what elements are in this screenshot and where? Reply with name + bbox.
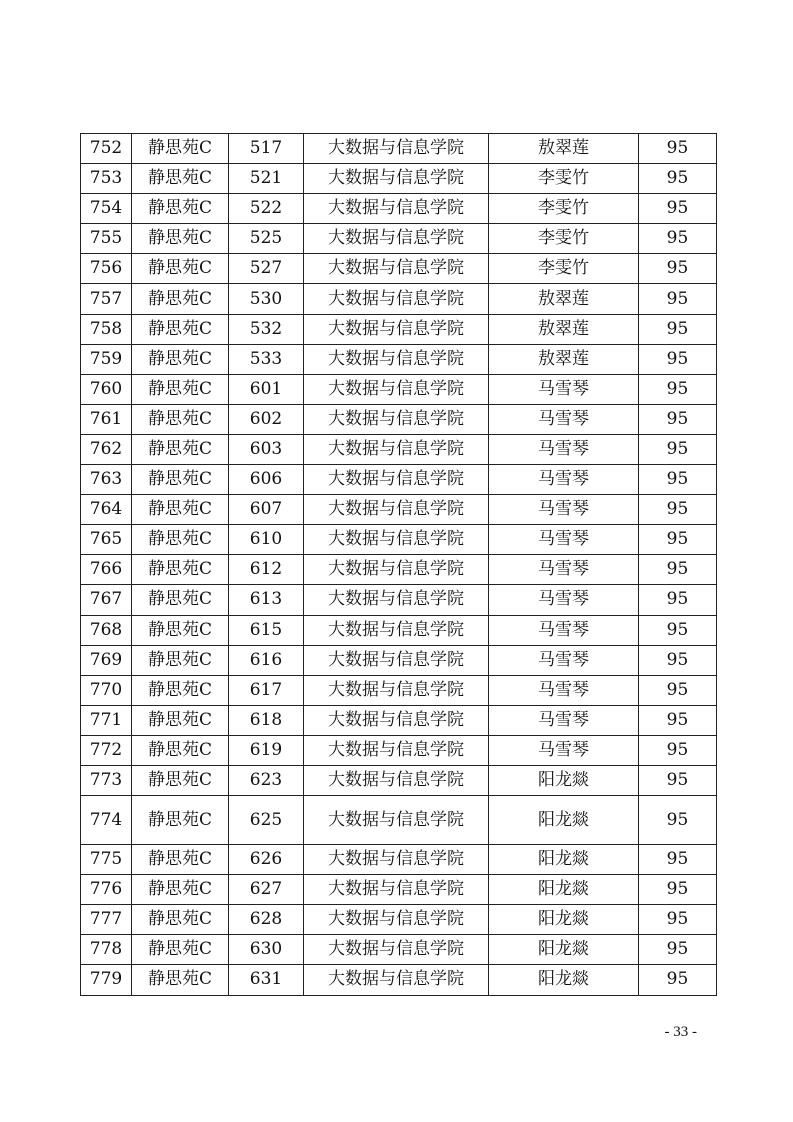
counselor-cell: 马雪琴 [489,404,639,434]
score-cell: 95 [639,404,717,434]
building-cell: 静思苑C [132,705,229,735]
room-cell: 630 [229,935,304,965]
college-cell: 大数据与信息学院 [304,254,489,284]
building-cell: 静思苑C [132,615,229,645]
building-cell: 静思苑C [132,845,229,875]
college-cell: 大数据与信息学院 [304,525,489,555]
row-number-cell: 772 [81,735,132,765]
counselor-cell: 敖翠莲 [489,344,639,374]
college-cell: 大数据与信息学院 [304,134,489,164]
table-row [81,935,717,965]
table-row [81,735,717,765]
table-row [81,845,717,875]
college-cell: 大数据与信息学院 [304,735,489,765]
table-row [81,705,717,735]
room-cell: 517 [229,134,304,164]
table-row [81,314,717,344]
table-row [81,164,717,194]
room-cell: 601 [229,374,304,404]
score-cell: 95 [639,965,717,995]
table-row [81,344,717,374]
room-cell: 606 [229,465,304,495]
room-cell: 602 [229,404,304,434]
building-cell: 静思苑C [132,314,229,344]
counselor-cell: 马雪琴 [489,374,639,404]
score-cell: 95 [639,314,717,344]
college-cell: 大数据与信息学院 [304,875,489,905]
college-cell: 大数据与信息学院 [304,615,489,645]
score-cell: 95 [639,284,717,314]
college-cell: 大数据与信息学院 [304,675,489,705]
row-number-cell: 779 [81,965,132,995]
building-cell: 静思苑C [132,465,229,495]
counselor-cell: 马雪琴 [489,735,639,765]
room-cell: 525 [229,224,304,254]
table-row [81,675,717,705]
table-row [81,645,717,675]
college-cell: 大数据与信息学院 [304,224,489,254]
college-cell: 大数据与信息学院 [304,314,489,344]
counselor-cell: 敖翠莲 [489,134,639,164]
room-cell: 618 [229,705,304,735]
table-row [81,615,717,645]
row-number-cell: 771 [81,705,132,735]
row-number-cell: 752 [81,134,132,164]
score-cell: 95 [639,434,717,464]
table-row [81,585,717,615]
building-cell: 静思苑C [132,645,229,675]
counselor-cell: 阳龙燚 [489,905,639,935]
building-cell: 静思苑C [132,585,229,615]
room-cell: 532 [229,314,304,344]
college-cell: 大数据与信息学院 [304,374,489,404]
row-number-cell: 760 [81,374,132,404]
table-row [81,796,717,845]
dorm-score-table [80,133,717,996]
room-cell: 530 [229,284,304,314]
counselor-cell: 阳龙燚 [489,935,639,965]
building-cell: 静思苑C [132,905,229,935]
college-cell: 大数据与信息学院 [304,555,489,585]
row-number-cell: 762 [81,434,132,464]
score-cell: 95 [639,585,717,615]
room-cell: 625 [229,796,304,845]
score-cell: 95 [639,525,717,555]
score-cell: 95 [639,796,717,845]
counselor-cell: 马雪琴 [489,585,639,615]
college-cell: 大数据与信息学院 [304,194,489,224]
counselor-cell: 马雪琴 [489,495,639,525]
room-cell: 617 [229,675,304,705]
college-cell: 大数据与信息学院 [304,495,489,525]
score-cell: 95 [639,374,717,404]
room-cell: 522 [229,194,304,224]
room-cell: 626 [229,845,304,875]
counselor-cell: 李雯竹 [489,164,639,194]
table-row [81,875,717,905]
building-cell: 静思苑C [132,965,229,995]
table-row [81,765,717,795]
building-cell: 静思苑C [132,284,229,314]
table-row [81,905,717,935]
building-cell: 静思苑C [132,765,229,795]
row-number-cell: 776 [81,875,132,905]
counselor-cell: 阳龙燚 [489,875,639,905]
room-cell: 521 [229,164,304,194]
table-row [81,555,717,585]
room-cell: 533 [229,344,304,374]
building-cell: 静思苑C [132,525,229,555]
building-cell: 静思苑C [132,134,229,164]
table-row [81,465,717,495]
score-cell: 95 [639,194,717,224]
table-row [81,434,717,464]
row-number-cell: 753 [81,164,132,194]
table-row [81,965,717,995]
row-number-cell: 774 [81,796,132,845]
score-cell: 95 [639,555,717,585]
table-row [81,374,717,404]
college-cell: 大数据与信息学院 [304,705,489,735]
row-number-cell: 778 [81,935,132,965]
row-number-cell: 768 [81,615,132,645]
counselor-cell: 阳龙燚 [489,845,639,875]
building-cell: 静思苑C [132,555,229,585]
row-number-cell: 773 [81,765,132,795]
score-cell: 95 [639,705,717,735]
room-cell: 610 [229,525,304,555]
college-cell: 大数据与信息学院 [304,905,489,935]
table-row [81,525,717,555]
college-cell: 大数据与信息学院 [304,585,489,615]
table-row [81,495,717,525]
row-number-cell: 758 [81,314,132,344]
score-cell: 95 [639,465,717,495]
room-cell: 615 [229,615,304,645]
score-cell: 95 [639,845,717,875]
row-number-cell: 759 [81,344,132,374]
score-cell: 95 [639,675,717,705]
room-cell: 527 [229,254,304,284]
room-cell: 631 [229,965,304,995]
room-cell: 612 [229,555,304,585]
counselor-cell: 马雪琴 [489,615,639,645]
score-cell: 95 [639,224,717,254]
college-cell: 大数据与信息学院 [304,344,489,374]
college-cell: 大数据与信息学院 [304,284,489,314]
room-cell: 628 [229,905,304,935]
college-cell: 大数据与信息学院 [304,796,489,845]
counselor-cell: 马雪琴 [489,434,639,464]
table-row [81,284,717,314]
building-cell: 静思苑C [132,735,229,765]
counselor-cell: 敖翠莲 [489,314,639,344]
score-cell: 95 [639,765,717,795]
college-cell: 大数据与信息学院 [304,845,489,875]
row-number-cell: 765 [81,525,132,555]
building-cell: 静思苑C [132,495,229,525]
row-number-cell: 754 [81,194,132,224]
college-cell: 大数据与信息学院 [304,465,489,495]
counselor-cell: 马雪琴 [489,645,639,675]
room-cell: 619 [229,735,304,765]
row-number-cell: 763 [81,465,132,495]
counselor-cell: 李雯竹 [489,254,639,284]
counselor-cell: 马雪琴 [489,555,639,585]
room-cell: 607 [229,495,304,525]
score-cell: 95 [639,134,717,164]
college-cell: 大数据与信息学院 [304,164,489,194]
building-cell: 静思苑C [132,224,229,254]
score-cell: 95 [639,905,717,935]
counselor-cell: 阳龙燚 [489,796,639,845]
building-cell: 静思苑C [132,875,229,905]
college-cell: 大数据与信息学院 [304,645,489,675]
score-cell: 95 [639,645,717,675]
score-cell: 95 [639,495,717,525]
row-number-cell: 769 [81,645,132,675]
score-cell: 95 [639,344,717,374]
building-cell: 静思苑C [132,164,229,194]
room-cell: 623 [229,765,304,795]
score-cell: 95 [639,875,717,905]
college-cell: 大数据与信息学院 [304,965,489,995]
table-row [81,194,717,224]
table-row [81,254,717,284]
building-cell: 静思苑C [132,935,229,965]
building-cell: 静思苑C [132,254,229,284]
row-number-cell: 756 [81,254,132,284]
score-cell: 95 [639,735,717,765]
counselor-cell: 马雪琴 [489,525,639,555]
room-cell: 616 [229,645,304,675]
row-number-cell: 766 [81,555,132,585]
college-cell: 大数据与信息学院 [304,404,489,434]
room-cell: 613 [229,585,304,615]
table-row [81,224,717,254]
score-cell: 95 [639,935,717,965]
building-cell: 静思苑C [132,404,229,434]
row-number-cell: 761 [81,404,132,434]
college-cell: 大数据与信息学院 [304,935,489,965]
counselor-cell: 马雪琴 [489,675,639,705]
row-number-cell: 770 [81,675,132,705]
counselor-cell: 阳龙燚 [489,965,639,995]
room-cell: 627 [229,875,304,905]
building-cell: 静思苑C [132,675,229,705]
building-cell: 静思苑C [132,374,229,404]
row-number-cell: 775 [81,845,132,875]
score-cell: 95 [639,254,717,284]
counselor-cell: 马雪琴 [489,465,639,495]
building-cell: 静思苑C [132,434,229,464]
score-cell: 95 [639,615,717,645]
college-cell: 大数据与信息学院 [304,765,489,795]
row-number-cell: 764 [81,495,132,525]
row-number-cell: 755 [81,224,132,254]
row-number-cell: 777 [81,905,132,935]
college-cell: 大数据与信息学院 [304,434,489,464]
counselor-cell: 李雯竹 [489,224,639,254]
counselor-cell: 阳龙燚 [489,765,639,795]
page-number: - 33 - [664,1024,697,1040]
table-row [81,404,717,434]
building-cell: 静思苑C [132,796,229,845]
row-number-cell: 767 [81,585,132,615]
table-row [81,134,717,164]
counselor-cell: 马雪琴 [489,705,639,735]
building-cell: 静思苑C [132,194,229,224]
counselor-cell: 李雯竹 [489,194,639,224]
score-cell: 95 [639,164,717,194]
row-number-cell: 757 [81,284,132,314]
counselor-cell: 敖翠莲 [489,284,639,314]
building-cell: 静思苑C [132,344,229,374]
room-cell: 603 [229,434,304,464]
